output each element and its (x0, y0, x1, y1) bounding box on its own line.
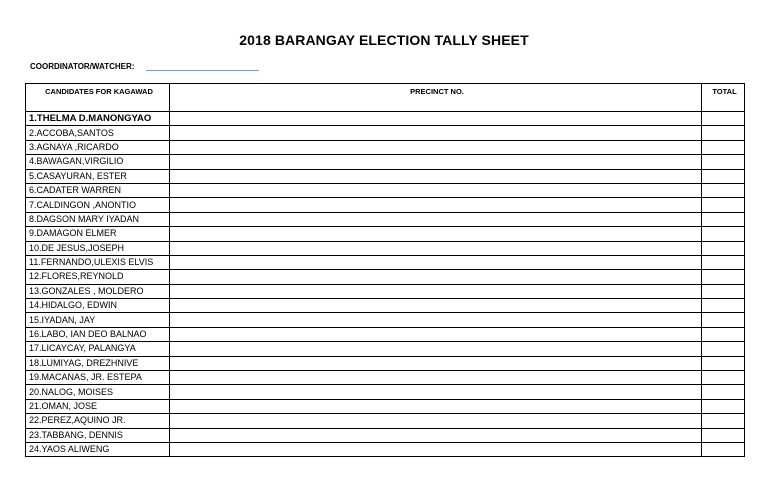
candidate-name: 7.CALDINGON ,ANONTIO (26, 198, 170, 212)
candidate-name: 15.IYADAN, JAY (26, 313, 170, 327)
total-cell[interactable] (702, 241, 745, 255)
table-row (26, 241, 745, 255)
table-row (26, 284, 745, 298)
table-row (26, 442, 745, 456)
table-row (26, 356, 745, 370)
precinct-cell[interactable] (170, 112, 702, 126)
total-cell[interactable] (702, 227, 745, 241)
precinct-cell[interactable] (170, 327, 702, 341)
table-row (26, 227, 745, 241)
total-cell[interactable] (702, 169, 745, 183)
table-row (26, 371, 745, 385)
candidate-name: 3.AGNAYA ,RICARDO (26, 140, 170, 154)
candidate-name: 19.MACANAS, JR. ESTEPA (26, 371, 170, 385)
precinct-cell[interactable] (170, 227, 702, 241)
total-cell[interactable] (702, 385, 745, 399)
precinct-cell[interactable] (170, 241, 702, 255)
precinct-cell[interactable] (170, 442, 702, 456)
total-cell[interactable] (702, 198, 745, 212)
table-row (26, 299, 745, 313)
precinct-cell[interactable] (170, 428, 702, 442)
header-total: TOTAL (702, 84, 745, 112)
table-row (26, 198, 745, 212)
precinct-cell[interactable] (170, 140, 702, 154)
page-title: 2018 BARANGAY ELECTION TALLY SHEET (239, 32, 529, 48)
table-row (26, 126, 745, 140)
candidate-name: 16.LABO, IAN DEO BALNAO (26, 327, 170, 341)
total-cell[interactable] (702, 442, 745, 456)
candidate-name: 24.YAOS ALIWENG (26, 442, 170, 456)
precinct-cell[interactable] (170, 356, 702, 370)
precinct-cell[interactable] (170, 212, 702, 226)
total-cell[interactable] (702, 327, 745, 341)
total-cell[interactable] (702, 313, 745, 327)
total-cell[interactable] (702, 428, 745, 442)
total-cell[interactable] (702, 342, 745, 356)
total-cell[interactable] (702, 112, 745, 126)
candidate-name: 10.DE JESUS,JOSEPH (26, 241, 170, 255)
candidate-name: 13.GONZALES , MOLDERO (26, 284, 170, 298)
total-cell[interactable] (702, 356, 745, 370)
table-row (26, 112, 745, 126)
precinct-cell[interactable] (170, 371, 702, 385)
precinct-cell[interactable] (170, 255, 702, 269)
candidate-name: 11.FERNANDO,ULEXIS ELVIS (26, 255, 170, 269)
table-row (26, 212, 745, 226)
precinct-cell[interactable] (170, 155, 702, 169)
precinct-cell[interactable] (170, 399, 702, 413)
candidate-name: 1.THELMA D.MANONGYAO (26, 112, 170, 126)
total-cell[interactable] (702, 284, 745, 298)
table-row (26, 414, 745, 428)
candidate-name: 12.FLORES,REYNOLD (26, 270, 170, 284)
table-row (26, 183, 745, 197)
header-candidates: CANDIDATES FOR KAGAWAD (26, 84, 170, 112)
table-row (26, 399, 745, 413)
total-cell[interactable] (702, 255, 745, 269)
table-row (26, 385, 745, 399)
precinct-cell[interactable] (170, 183, 702, 197)
candidate-name: 14.HIDALGO, EDWIN (26, 299, 170, 313)
candidate-name: 21.OMAN, JOSE (26, 399, 170, 413)
table-row (26, 140, 745, 154)
total-cell[interactable] (702, 155, 745, 169)
table-row (26, 313, 745, 327)
total-cell[interactable] (702, 299, 745, 313)
total-cell[interactable] (702, 140, 745, 154)
total-cell[interactable] (702, 399, 745, 413)
candidate-name: 8.DAGSON MARY IYADAN (26, 212, 170, 226)
table-row (26, 169, 745, 183)
precinct-cell[interactable] (170, 126, 702, 140)
candidate-name: 4.BAWAGAN,VIRGILIO (26, 155, 170, 169)
header-precinct: PRECINCT NO. (170, 84, 702, 112)
candidate-name: 18.LUMIYAG, DREZHNIVE (26, 356, 170, 370)
candidate-name: 6.CADATER WARREN (26, 183, 170, 197)
coordinator-signature-line[interactable] (146, 70, 259, 71)
candidate-name: 17.LICAYCAY, PALANGYA (26, 342, 170, 356)
table-row (26, 327, 745, 341)
candidate-name: 20.NALOG, MOISES (26, 385, 170, 399)
precinct-cell[interactable] (170, 299, 702, 313)
candidate-name: 2.ACCOBA,SANTOS (26, 126, 170, 140)
total-cell[interactable] (702, 270, 745, 284)
total-cell[interactable] (702, 126, 745, 140)
precinct-cell[interactable] (170, 284, 702, 298)
table-row (26, 342, 745, 356)
table-row (26, 255, 745, 269)
total-cell[interactable] (702, 183, 745, 197)
candidate-name: 23.TABBANG, DENNIS (26, 428, 170, 442)
precinct-cell[interactable] (170, 198, 702, 212)
precinct-cell[interactable] (170, 169, 702, 183)
precinct-cell[interactable] (170, 414, 702, 428)
total-cell[interactable] (702, 212, 745, 226)
precinct-cell[interactable] (170, 342, 702, 356)
precinct-cell[interactable] (170, 270, 702, 284)
total-cell[interactable] (702, 371, 745, 385)
coordinator-label: COORDINATOR/WATCHER: (30, 62, 135, 71)
precinct-cell[interactable] (170, 385, 702, 399)
candidate-name: 9.DAMAGON ELMER (26, 227, 170, 241)
candidate-name: 5.CASAYURAN, ESTER (26, 169, 170, 183)
candidate-rows (26, 112, 745, 457)
total-cell[interactable] (702, 414, 745, 428)
table-header-row (26, 84, 745, 112)
tally-table (25, 83, 745, 457)
table-row (26, 270, 745, 284)
candidate-name: 22.PEREZ,AQUINO JR. (26, 414, 170, 428)
precinct-cell[interactable] (170, 313, 702, 327)
table-row (26, 428, 745, 442)
table-row (26, 155, 745, 169)
